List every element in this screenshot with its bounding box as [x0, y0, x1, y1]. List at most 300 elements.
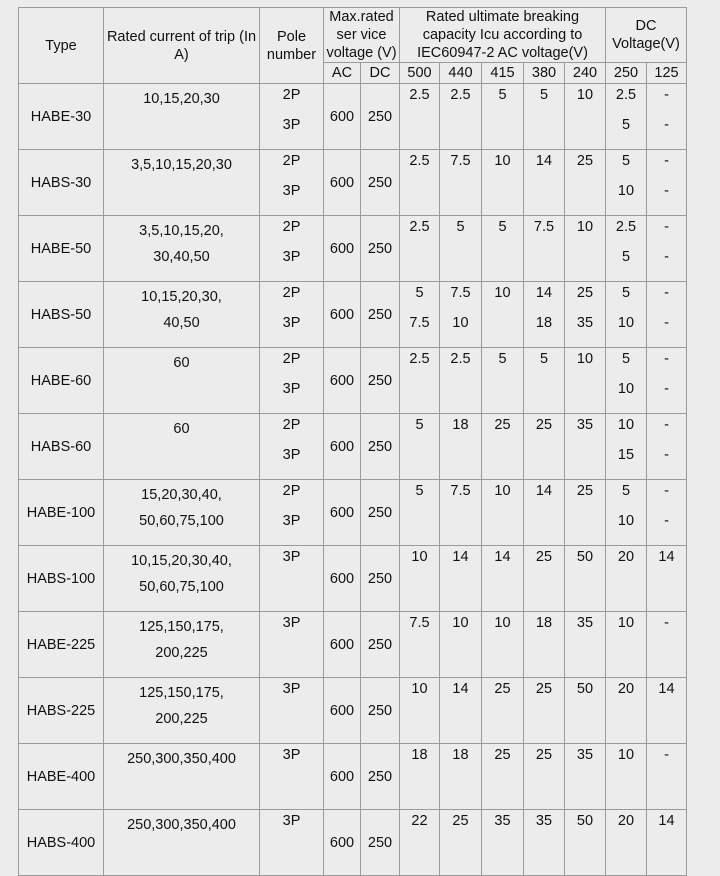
- cell-dc-breaking: [647, 414, 687, 480]
- icu-value: 5: [498, 219, 507, 235]
- current-line: 60: [173, 355, 190, 371]
- icu-value: 2.5: [409, 219, 430, 235]
- dc-value: -: [664, 183, 669, 199]
- cell-icu: [565, 546, 606, 612]
- dc-value: 20: [617, 813, 635, 829]
- dc-value: 10: [617, 615, 635, 631]
- cell-icu: [440, 612, 482, 678]
- cell-dc-voltage: 250: [361, 150, 400, 216]
- dc-value: 2.5: [615, 219, 637, 235]
- cell-dc-voltage: 250: [361, 282, 400, 348]
- icu-value: 25: [576, 153, 594, 169]
- dc-value: 14: [658, 681, 675, 697]
- cell-type: HABE-60: [19, 348, 104, 414]
- cell-icu: [565, 810, 606, 876]
- icu-value: 14: [452, 681, 469, 697]
- cell-dc-breaking: [647, 612, 687, 678]
- icu-value: 14: [452, 549, 469, 565]
- cell-rated-current: [104, 282, 260, 348]
- cell-dc-voltage: 250: [361, 414, 400, 480]
- icu-value: 14: [494, 549, 511, 565]
- dc-value: -: [664, 483, 669, 499]
- cell-dc-breaking: [606, 84, 647, 150]
- cell-icu: [440, 282, 482, 348]
- header-rated-current: Rated current of trip (In A): [104, 8, 260, 84]
- cell-rated-current: [104, 414, 260, 480]
- icu-value: 18: [535, 315, 553, 331]
- icu-value: 25: [535, 417, 553, 433]
- cell-icu: [440, 84, 482, 150]
- dc-value: 14: [658, 549, 675, 565]
- current-line: 50,60,75,100: [139, 513, 224, 529]
- cell-icu: [400, 612, 440, 678]
- table-row: [19, 678, 687, 744]
- subheader-icu-500: 500: [400, 63, 440, 84]
- cell-icu: [440, 744, 482, 810]
- icu-value: 25: [452, 813, 469, 829]
- cell-icu: [565, 282, 606, 348]
- dc-value: 20: [617, 549, 635, 565]
- icu-value: 7.5: [409, 615, 430, 631]
- cell-icu: [565, 348, 606, 414]
- cell-icu: [524, 480, 565, 546]
- current-line: 250,300,350,400: [127, 751, 236, 767]
- dc-value: 5: [621, 285, 631, 301]
- subheader-icu-440: 440: [440, 63, 482, 84]
- icu-value: 5: [415, 483, 424, 499]
- cell-type: HABS-30: [19, 150, 104, 216]
- icu-value: 25: [535, 681, 553, 697]
- icu-value: 2.5: [409, 87, 430, 103]
- cell-pole-number: [260, 84, 324, 150]
- cell-icu: [565, 150, 606, 216]
- cell-pole-number: [260, 282, 324, 348]
- dc-value: -: [664, 615, 669, 631]
- icu-value: 50: [576, 549, 594, 565]
- cell-icu: [400, 282, 440, 348]
- icu-value: 10: [494, 615, 511, 631]
- cell-type: HABS-60: [19, 414, 104, 480]
- dc-value: -: [664, 87, 669, 103]
- cell-rated-current: [104, 546, 260, 612]
- cell-icu: [524, 546, 565, 612]
- table-row: [19, 216, 687, 282]
- cell-dc-breaking: [606, 414, 647, 480]
- cell-icu: [565, 84, 606, 150]
- current-line: 200,225: [155, 645, 208, 661]
- table-row: [19, 150, 687, 216]
- table-row: [19, 282, 687, 348]
- current-line: 125,150,175,: [139, 685, 224, 701]
- icu-value: 10: [411, 681, 428, 697]
- cell-icu: [482, 282, 524, 348]
- table-row: [19, 744, 687, 810]
- icu-value: 18: [452, 747, 469, 763]
- header-icu: Rated ultimate breaking capacity Icu according to IEC60947-2 AC voltage(V): [400, 8, 606, 63]
- icu-value: 10: [576, 87, 594, 103]
- icu-value: 5: [415, 417, 424, 433]
- cell-icu: [400, 480, 440, 546]
- icu-value: 18: [411, 747, 428, 763]
- icu-value: 5: [456, 219, 465, 235]
- current-line: 125,150,175,: [139, 619, 224, 635]
- cell-icu: [524, 744, 565, 810]
- icu-value: 25: [535, 747, 553, 763]
- cell-icu: [482, 810, 524, 876]
- cell-icu: [400, 744, 440, 810]
- cell-icu: [482, 612, 524, 678]
- dc-value: 10: [617, 747, 635, 763]
- cell-ac-voltage: 600: [324, 546, 361, 612]
- cell-icu: [440, 546, 482, 612]
- cell-ac-voltage: 600: [324, 480, 361, 546]
- cell-icu: [524, 84, 565, 150]
- cell-ac-voltage: 600: [324, 150, 361, 216]
- header-max-voltage: Max.rated ser vice voltage (V): [324, 8, 400, 63]
- cell-icu: [482, 744, 524, 810]
- table-body: [19, 84, 687, 876]
- cell-icu: [400, 414, 440, 480]
- cell-icu: [524, 678, 565, 744]
- dc-value: -: [664, 747, 669, 763]
- cell-dc-voltage: 250: [361, 348, 400, 414]
- subheader-icu-240: 240: [565, 63, 606, 84]
- table-row: [19, 84, 687, 150]
- cell-icu: [565, 216, 606, 282]
- cell-dc-breaking: [647, 744, 687, 810]
- cell-rated-current: [104, 348, 260, 414]
- cell-dc-breaking: [647, 678, 687, 744]
- dc-value: 10: [617, 183, 635, 199]
- cell-dc-breaking: [647, 150, 687, 216]
- cell-dc-voltage: 250: [361, 546, 400, 612]
- cell-icu: [440, 414, 482, 480]
- pole-line: 2P: [282, 351, 301, 367]
- cell-pole-number: [260, 480, 324, 546]
- icu-value: 2.5: [450, 87, 471, 103]
- icu-value: 25: [576, 483, 594, 499]
- dc-value: 5: [621, 483, 631, 499]
- cell-icu: [565, 678, 606, 744]
- icu-value: 50: [576, 813, 594, 829]
- dc-value: -: [664, 117, 669, 133]
- dc-value: -: [664, 153, 669, 169]
- table-row: [19, 414, 687, 480]
- cell-ac-voltage: 600: [324, 84, 361, 150]
- cell-type: HABE-50: [19, 216, 104, 282]
- icu-value: 5: [539, 87, 549, 103]
- dc-value: 5: [621, 117, 631, 133]
- icu-value: 14: [535, 285, 553, 301]
- cell-icu: [482, 546, 524, 612]
- cell-ac-voltage: 600: [324, 282, 361, 348]
- dc-value: 10: [617, 381, 635, 397]
- header-type: Type: [19, 8, 104, 84]
- subheader-dc-125: 125: [647, 63, 687, 84]
- subheader-icu-415: 415: [482, 63, 524, 84]
- cell-icu: [482, 84, 524, 150]
- cell-type: HABE-225: [19, 612, 104, 678]
- pole-line: 3P: [282, 813, 301, 829]
- cell-rated-current: [104, 744, 260, 810]
- icu-value: 35: [576, 615, 594, 631]
- dc-value: 14: [658, 813, 675, 829]
- current-line: 10,15,20,30: [143, 91, 220, 107]
- pole-line: 3P: [282, 447, 301, 463]
- current-line: 15,20,30,40,: [141, 487, 222, 503]
- icu-value: 18: [452, 417, 469, 433]
- pole-line: 3P: [282, 381, 301, 397]
- table-row: [19, 612, 687, 678]
- cell-icu: [524, 150, 565, 216]
- dc-value: -: [664, 351, 669, 367]
- cell-icu: [440, 150, 482, 216]
- cell-dc-breaking: [606, 744, 647, 810]
- icu-value: 5: [415, 285, 424, 301]
- table-row: [19, 810, 687, 876]
- icu-value: 10: [411, 549, 428, 565]
- cell-dc-voltage: 250: [361, 612, 400, 678]
- current-line: 40,50: [163, 315, 200, 331]
- cell-type: HABS-50: [19, 282, 104, 348]
- pole-line: 3P: [282, 249, 301, 265]
- cell-icu: [440, 480, 482, 546]
- cell-icu: [482, 216, 524, 282]
- pole-line: 3P: [282, 315, 301, 331]
- icu-value: 5: [498, 351, 507, 367]
- cell-ac-voltage: 600: [324, 216, 361, 282]
- cell-dc-voltage: 250: [361, 480, 400, 546]
- cell-icu: [482, 678, 524, 744]
- icu-value: 35: [535, 813, 553, 829]
- cell-icu: [400, 150, 440, 216]
- cell-dc-breaking: [606, 612, 647, 678]
- cell-dc-breaking: [647, 84, 687, 150]
- cell-icu: [400, 546, 440, 612]
- cell-pole-number: [260, 150, 324, 216]
- icu-value: 10: [494, 483, 511, 499]
- icu-value: 10: [452, 315, 469, 331]
- pole-line: 2P: [282, 153, 301, 169]
- icu-value: 35: [576, 747, 594, 763]
- header-dc-voltage: DC Voltage(V): [606, 8, 687, 63]
- dc-value: -: [664, 315, 669, 331]
- cell-icu: [440, 216, 482, 282]
- icu-value: 35: [494, 813, 511, 829]
- cell-pole-number: [260, 810, 324, 876]
- dc-value: -: [664, 513, 669, 529]
- dc-value: 15: [617, 447, 635, 463]
- cell-type: HABS-100: [19, 546, 104, 612]
- icu-value: 35: [576, 315, 594, 331]
- subheader-dc: DC: [361, 63, 400, 84]
- pole-line: 2P: [282, 87, 301, 103]
- cell-type: HABS-400: [19, 810, 104, 876]
- cell-icu: [565, 480, 606, 546]
- subheader-dc-250: 250: [606, 63, 647, 84]
- icu-value: 2.5: [409, 153, 430, 169]
- icu-value: 50: [576, 681, 594, 697]
- dc-value: 10: [617, 417, 635, 433]
- cell-pole-number: [260, 348, 324, 414]
- cell-ac-voltage: 600: [324, 612, 361, 678]
- table-row: [19, 546, 687, 612]
- cell-pole-number: [260, 216, 324, 282]
- cell-rated-current: [104, 84, 260, 150]
- cell-dc-breaking: [647, 810, 687, 876]
- cell-pole-number: [260, 744, 324, 810]
- icu-value: 7.5: [409, 315, 430, 331]
- cell-ac-voltage: 600: [324, 678, 361, 744]
- cell-dc-voltage: 250: [361, 744, 400, 810]
- cell-type: HABE-30: [19, 84, 104, 150]
- dc-value: 5: [621, 153, 631, 169]
- cell-icu: [440, 678, 482, 744]
- icu-value: 2.5: [450, 351, 471, 367]
- cell-icu: [524, 612, 565, 678]
- current-line: 10,15,20,30,: [141, 289, 222, 305]
- cell-icu: [440, 810, 482, 876]
- icu-value: 10: [576, 351, 594, 367]
- cell-icu: [400, 348, 440, 414]
- dc-value: 5: [621, 249, 631, 265]
- cell-type: HABE-100: [19, 480, 104, 546]
- cell-icu: [565, 414, 606, 480]
- icu-value: 25: [494, 681, 511, 697]
- dc-value: 10: [617, 315, 635, 331]
- cell-dc-voltage: 250: [361, 678, 400, 744]
- cell-dc-breaking: [606, 216, 647, 282]
- icu-value: 25: [576, 285, 594, 301]
- current-line: 200,225: [155, 711, 208, 727]
- pole-line: 3P: [282, 549, 301, 565]
- cell-dc-breaking: [647, 480, 687, 546]
- table-row: [19, 480, 687, 546]
- cell-dc-breaking: [647, 546, 687, 612]
- dc-value: -: [664, 285, 669, 301]
- dc-value: -: [664, 249, 669, 265]
- cell-dc-breaking: [647, 282, 687, 348]
- icu-value: 5: [498, 87, 507, 103]
- cell-icu: [524, 282, 565, 348]
- subheader-ac: AC: [324, 63, 361, 84]
- icu-value: 35: [576, 417, 594, 433]
- icu-value: 14: [535, 153, 553, 169]
- header-pole-number: Pole number: [260, 8, 324, 84]
- cell-icu: [565, 744, 606, 810]
- cell-dc-breaking: [606, 810, 647, 876]
- current-line: 3,5,10,15,20,: [139, 223, 224, 239]
- cell-icu: [400, 678, 440, 744]
- pole-line: 3P: [282, 183, 301, 199]
- pole-line: 3P: [282, 117, 301, 133]
- icu-value: 10: [576, 219, 594, 235]
- cell-icu: [440, 348, 482, 414]
- cell-pole-number: [260, 612, 324, 678]
- cell-icu: [482, 414, 524, 480]
- cell-icu: [524, 216, 565, 282]
- cell-icu: [400, 84, 440, 150]
- icu-value: 10: [494, 153, 511, 169]
- icu-value: 7.5: [450, 285, 471, 301]
- cell-rated-current: [104, 678, 260, 744]
- cell-rated-current: [104, 216, 260, 282]
- cell-icu: [524, 810, 565, 876]
- cell-rated-current: [104, 150, 260, 216]
- icu-value: 25: [535, 549, 553, 565]
- icu-value: 14: [535, 483, 553, 499]
- cell-ac-voltage: 600: [324, 744, 361, 810]
- cell-dc-voltage: 250: [361, 84, 400, 150]
- icu-value: 25: [494, 417, 511, 433]
- icu-value: 22: [411, 813, 428, 829]
- cell-dc-breaking: [647, 348, 687, 414]
- cell-dc-voltage: 250: [361, 810, 400, 876]
- current-line: 3,5,10,15,20,30: [131, 157, 232, 173]
- cell-dc-voltage: 250: [361, 216, 400, 282]
- spec-table-container: [18, 7, 687, 876]
- table-row: [19, 348, 687, 414]
- current-line: 50,60,75,100: [139, 579, 224, 595]
- icu-value: 10: [494, 285, 511, 301]
- dc-value: -: [664, 219, 669, 235]
- cell-dc-breaking: [606, 480, 647, 546]
- cell-ac-voltage: 600: [324, 414, 361, 480]
- icu-value: 5: [539, 351, 549, 367]
- pole-line: 3P: [282, 513, 301, 529]
- dc-value: 5: [621, 351, 631, 367]
- icu-value: 7.5: [533, 219, 555, 235]
- pole-line: 3P: [282, 681, 301, 697]
- dc-value: 20: [617, 681, 635, 697]
- current-line: 250,300,350,400: [127, 817, 236, 833]
- cell-ac-voltage: 600: [324, 348, 361, 414]
- pole-line: 3P: [282, 747, 301, 763]
- cell-rated-current: [104, 810, 260, 876]
- cell-icu: [400, 810, 440, 876]
- pole-line: 2P: [282, 483, 301, 499]
- cell-icu: [524, 348, 565, 414]
- current-line: 30,40,50: [153, 249, 210, 265]
- dc-value: -: [664, 417, 669, 433]
- pole-line: 2P: [282, 219, 301, 235]
- current-line: 60: [173, 421, 190, 437]
- cell-type: HABS-225: [19, 678, 104, 744]
- cell-dc-breaking: [647, 216, 687, 282]
- icu-value: 7.5: [450, 153, 471, 169]
- breaker-spec-table: [18, 7, 687, 876]
- cell-dc-breaking: [606, 150, 647, 216]
- dc-value: -: [664, 381, 669, 397]
- cell-icu: [482, 150, 524, 216]
- icu-value: 7.5: [450, 483, 471, 499]
- icu-value: 25: [494, 747, 511, 763]
- cell-icu: [565, 612, 606, 678]
- cell-pole-number: [260, 678, 324, 744]
- cell-rated-current: [104, 480, 260, 546]
- icu-value: 2.5: [409, 351, 430, 367]
- pole-line: 3P: [282, 615, 301, 631]
- cell-dc-breaking: [606, 546, 647, 612]
- cell-icu: [400, 216, 440, 282]
- cell-icu: [482, 348, 524, 414]
- cell-type: HABE-400: [19, 744, 104, 810]
- subheader-icu-380: 380: [524, 63, 565, 84]
- cell-ac-voltage: 600: [324, 810, 361, 876]
- cell-dc-breaking: [606, 678, 647, 744]
- dc-value: 10: [617, 513, 635, 529]
- cell-icu: [524, 414, 565, 480]
